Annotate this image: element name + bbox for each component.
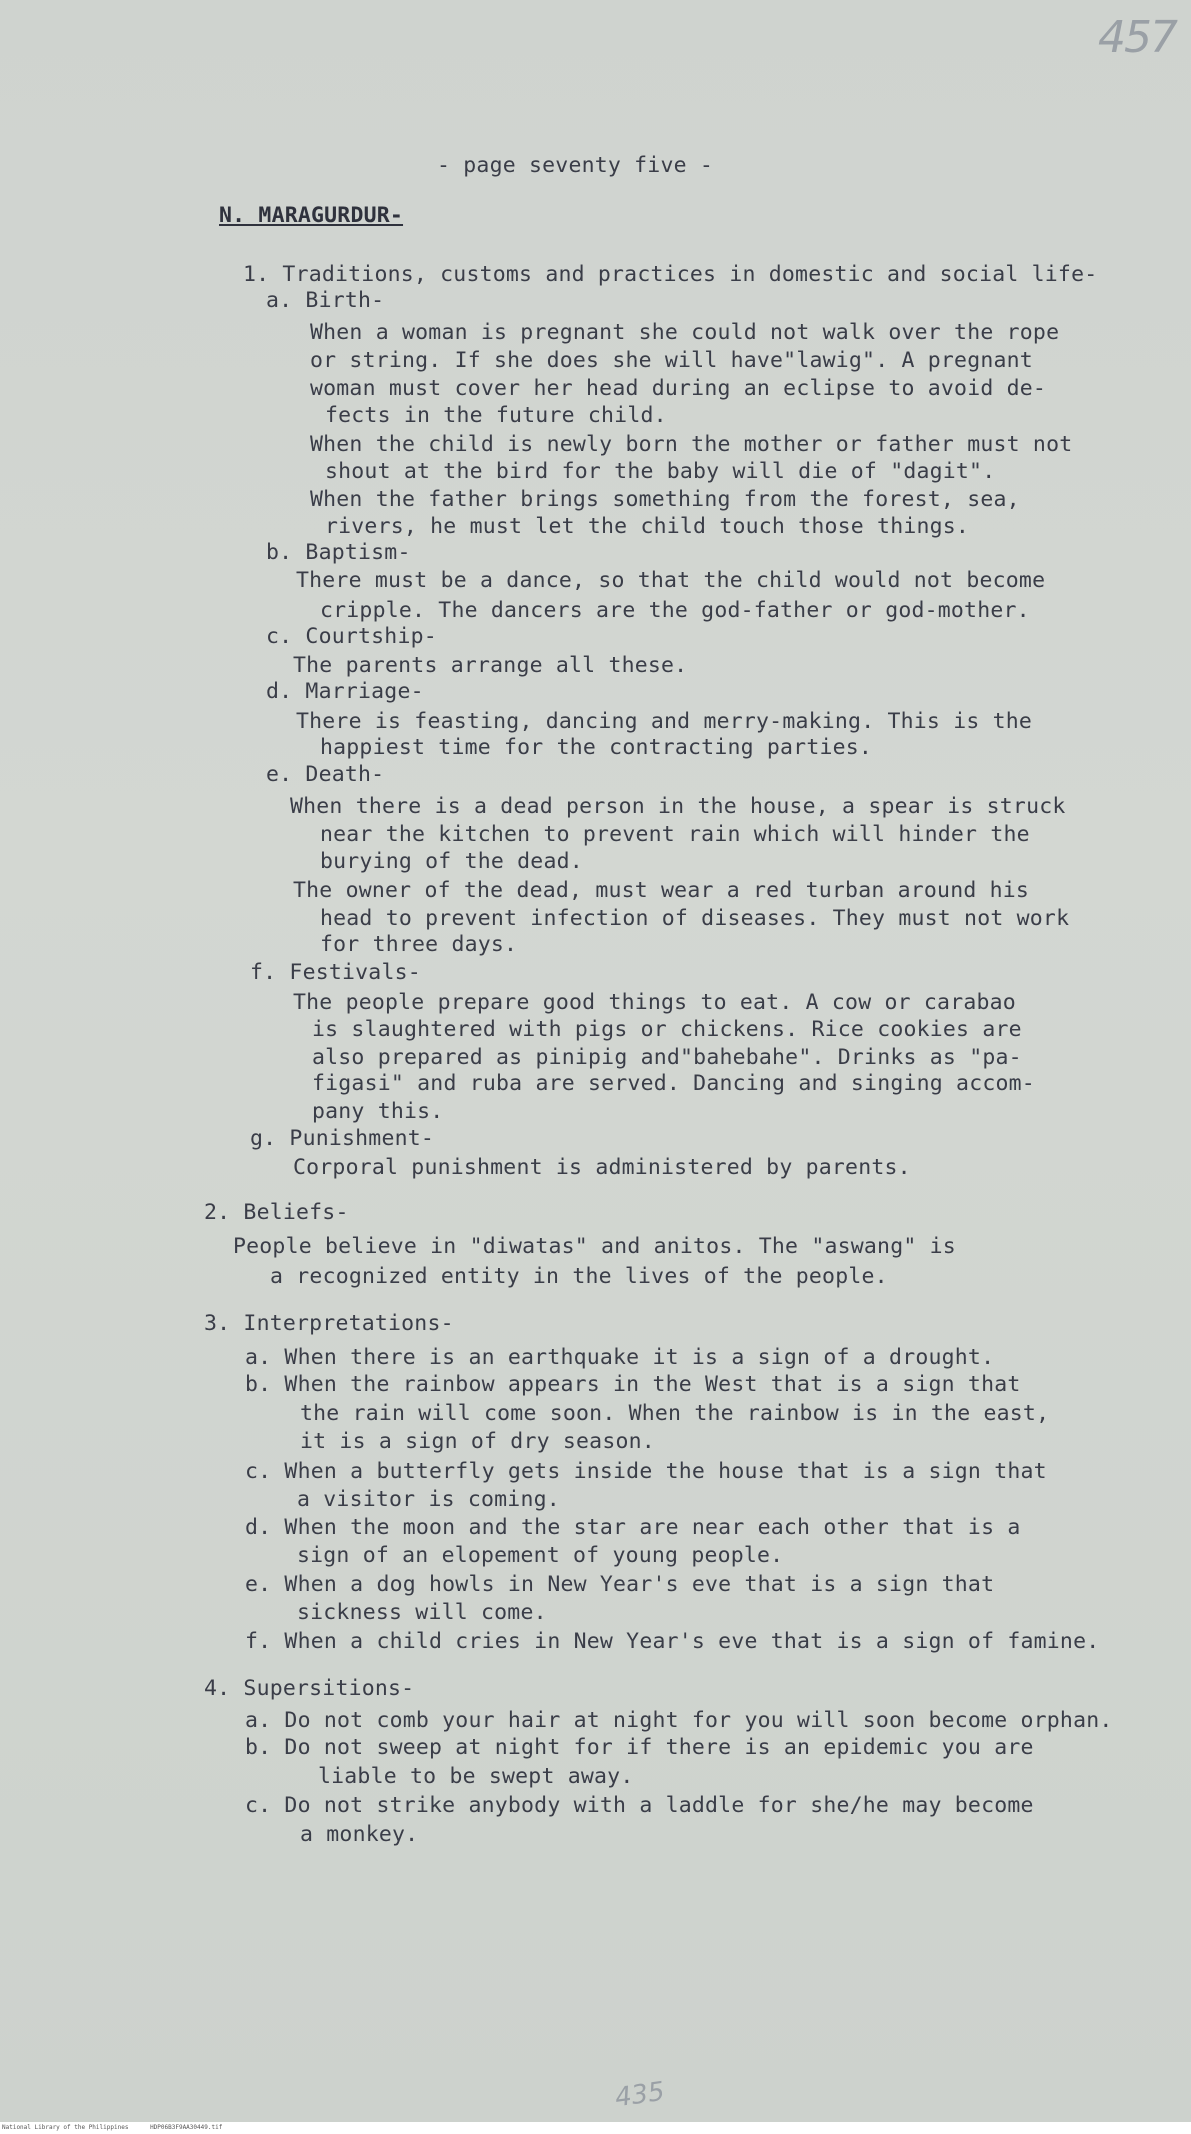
section-heading: N. MARAGURDUR- — [219, 203, 404, 228]
beliefs-line-2: a recognized entity in the lives of the people. — [270, 1264, 888, 1289]
birth-line-5: When the child is newly born the mother or father must not — [310, 432, 1073, 457]
birth-line-3: woman must cover her head during an eclipse to avoid de- — [310, 376, 1047, 401]
death-line-5: head to prevent infection of diseases. They must not work — [320, 906, 1070, 931]
birth-line-1: When a woman is pregnant she could not walk over the rope — [310, 320, 1060, 345]
festivals-line-1: The people prepare good things to eat. A cow or carabao — [293, 990, 1016, 1015]
birth-line-4: fects in the future child. — [325, 403, 667, 428]
footer-library: National Library of the Philippines — [2, 2124, 129, 2131]
footer-file: HDP06B3F9AA30449.tif — [150, 2124, 223, 2131]
birth-line-6: shout at the bird for the baby will die of "dagit". — [325, 459, 996, 484]
handwritten-page-number: 457 — [1098, 12, 1176, 63]
subheading-death: e. Death- — [266, 762, 385, 787]
death-line-2: near the kitchen to prevent rain which will hinder the — [320, 822, 1030, 847]
death-line-3: burying of the dead. — [320, 849, 583, 874]
section-4-heading: 4. Supersitions- — [204, 1676, 415, 1701]
death-line-1: When there is a dead person in the house, a spear is struck — [290, 794, 1066, 819]
section-3-heading: 3. Interpretations- — [204, 1311, 454, 1336]
subheading-baptism: b. Baptism- — [266, 540, 411, 565]
birth-line-2: or string. If she does she will have"lawig". A pregnant — [310, 348, 1033, 373]
festivals-line-5: pany this. — [312, 1099, 444, 1124]
superstition-c-line-1: c. Do not strike anybody with a laddle for she/he may become — [245, 1793, 1034, 1818]
interpretation-b-line-3: it is a sign of dry season. — [300, 1429, 655, 1454]
interpretation-b-line-2: the rain will come soon. When the rainbow is in the east, — [300, 1401, 1050, 1426]
interpretation-b-line-1: b. When the rainbow appears in the West that is a sign that — [245, 1372, 1021, 1397]
superstition-b-line-2: liable to be swept away. — [318, 1764, 634, 1789]
festivals-line-3: also prepared as pinipig and"bahebahe". Drinks as "pa- — [312, 1045, 1022, 1070]
superstition-b-line-1: b. Do not sweep at night for if there is an epidemic you are — [245, 1735, 1034, 1760]
subheading-punishment: g. Punishment- — [250, 1126, 435, 1151]
festivals-line-2: is slaughtered with pigs or chickens. Rice cookies are — [312, 1017, 1022, 1042]
subheading-marriage: d. Marriage- — [266, 679, 424, 704]
interpretation-c-line-1: c. When a butterfly gets inside the house that is a sign that — [245, 1459, 1047, 1484]
subheading-courtship: c. Courtship- — [266, 624, 437, 649]
interpretation-e-line-2: sickness will come. — [297, 1600, 547, 1625]
death-line-6: for three days. — [320, 932, 518, 957]
section-1-heading: 1. Traditions, customs and practices in domestic and social life- — [243, 262, 1098, 287]
page-title: - page seventy five - — [437, 153, 714, 178]
birth-line-7: When the father brings something from the forest, sea, — [310, 487, 1020, 512]
baptism-line-2: cripple. The dancers are the god-father or god-mother. — [320, 598, 1030, 623]
subheading-birth: a. Birth- — [266, 288, 385, 313]
courtship-line-1: The parents arrange all these. — [293, 653, 688, 678]
section-2-heading: 2. Beliefs- — [204, 1200, 349, 1225]
superstition-c-line-2: a monkey. — [300, 1822, 419, 1847]
interpretation-d-line-1: d. When the moon and the star are near each other that is a — [245, 1515, 1021, 1540]
handwritten-bottom-number: 435 — [613, 2076, 667, 2114]
beliefs-line-1: People believe in "diwatas" and anitos. The "aswang" is — [233, 1234, 956, 1259]
scan-footer — [0, 2122, 1191, 2134]
interpretation-d-line-2: sign of an elopement of young people. — [297, 1543, 784, 1568]
interpretation-e-line-1: e. When a dog howls in New Year's eve that is a sign that — [245, 1572, 995, 1597]
superstition-a: a. Do not comb your hair at night for you will soon become orphan. — [245, 1708, 1113, 1733]
interpretation-a: a. When there is an earthquake it is a sign of a drought. — [245, 1345, 995, 1370]
baptism-line-1: There must be a dance, so that the child would not become — [296, 568, 1046, 593]
interpretation-f: f. When a child cries in New Year's eve that is a sign of famine. — [245, 1629, 1100, 1654]
subheading-festivals: f. Festivals- — [250, 960, 421, 985]
interpretation-c-line-2: a visitor is coming. — [297, 1487, 560, 1512]
death-line-4: The owner of the dead, must wear a red turban around his — [293, 878, 1030, 903]
birth-line-8: rivers, he must let the child touch those things. — [325, 514, 970, 539]
punishment-line-1: Corporal punishment is administered by parents. — [293, 1155, 911, 1180]
marriage-line-2: happiest time for the contracting parties. — [320, 735, 873, 760]
festivals-line-4: figasi" and ruba are served. Dancing and singing accom- — [312, 1071, 1035, 1096]
marriage-line-1: There is feasting, dancing and merry-making. This is the — [296, 709, 1033, 734]
